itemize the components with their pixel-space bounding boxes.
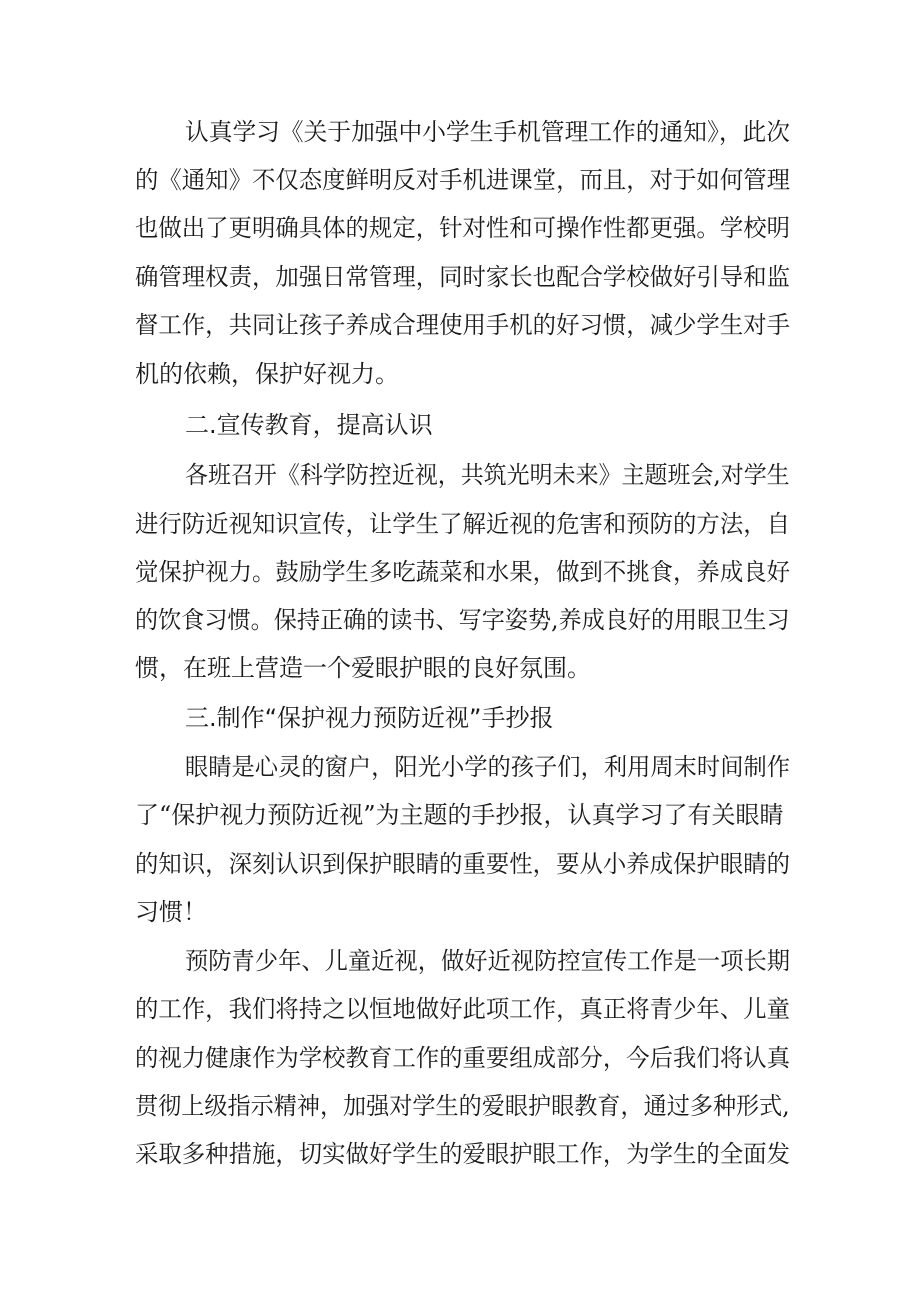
section-heading: 二.宣传教育，提高认识 <box>185 411 433 439</box>
paragraph-line: 贯彻上级指示精神，加强对学生的爱眼护眼教育，通过多种形式, <box>135 1092 790 1120</box>
paragraph-line: 的饮食习惯。保持正确的读书、写字姿势,养成良好的用眼卫生习 <box>135 606 790 634</box>
paragraph-line: 采取多种措施，切实做好学生的爱眼护眼工作，为学生的全面发 <box>135 1140 790 1168</box>
section-heading: 三.制作“保护视力预防近视”手抄报 <box>185 704 554 732</box>
paragraph-line: 的《通知》不仅态度鲜明反对手机进课堂，而且，对于如何管理 <box>135 166 790 194</box>
paragraph-line: 眼睛是心灵的窗户，阳光小学的孩子们，利用周末时间制作 <box>185 753 790 781</box>
paragraph-line: 惯，在班上营造一个爱眼护眼的良好氛围。 <box>135 654 591 682</box>
paragraph-line: 机的依赖，保护好视力。 <box>135 360 399 388</box>
paragraph-line: 了“保护视力预防近视”为主题的手抄报，认真学习了有关眼睛 <box>135 801 784 829</box>
paragraph-line: 也做出了更明确具体的规定，针对性和可操作性都更强。学校明 <box>135 214 790 242</box>
paragraph-line: 的视力健康作为学校教育工作的重要组成部分，今后我们将认真 <box>135 1044 790 1072</box>
paragraph-line: 各班召开《科学防控近视，共筑光明未来》主题班会,对学生 <box>185 461 790 489</box>
paragraph-line: 确管理权责，加强日常管理，同时家长也配合学校做好引导和监 <box>135 263 790 291</box>
paragraph-line: 觉保护视力。鼓励学生多吃蔬菜和水果，做到不挑食，养成良好 <box>135 558 790 586</box>
paragraph-line: 的工作，我们将持之以恒地做好此项工作，真正将青少年、儿童 <box>135 995 790 1023</box>
paragraph-line: 督工作，共同让孩子养成合理使用手机的好习惯，减少学生对手 <box>135 311 790 339</box>
paragraph-line: 进行防近视知识宣传，让学生了解近视的危害和预防的方法，自 <box>135 510 790 538</box>
paragraph-line: 预防青少年、儿童近视，做好近视防控宣传工作是一项长期 <box>185 947 790 975</box>
paragraph-line: 认真学习《关于加强中小学生手机管理工作的通知》，此次 <box>185 118 790 146</box>
paragraph-line: 的知识，深刻认识到保护眼睛的重要性，要从小养成保护眼睛的 <box>135 850 790 878</box>
paragraph-line: 习惯！ <box>135 898 207 926</box>
